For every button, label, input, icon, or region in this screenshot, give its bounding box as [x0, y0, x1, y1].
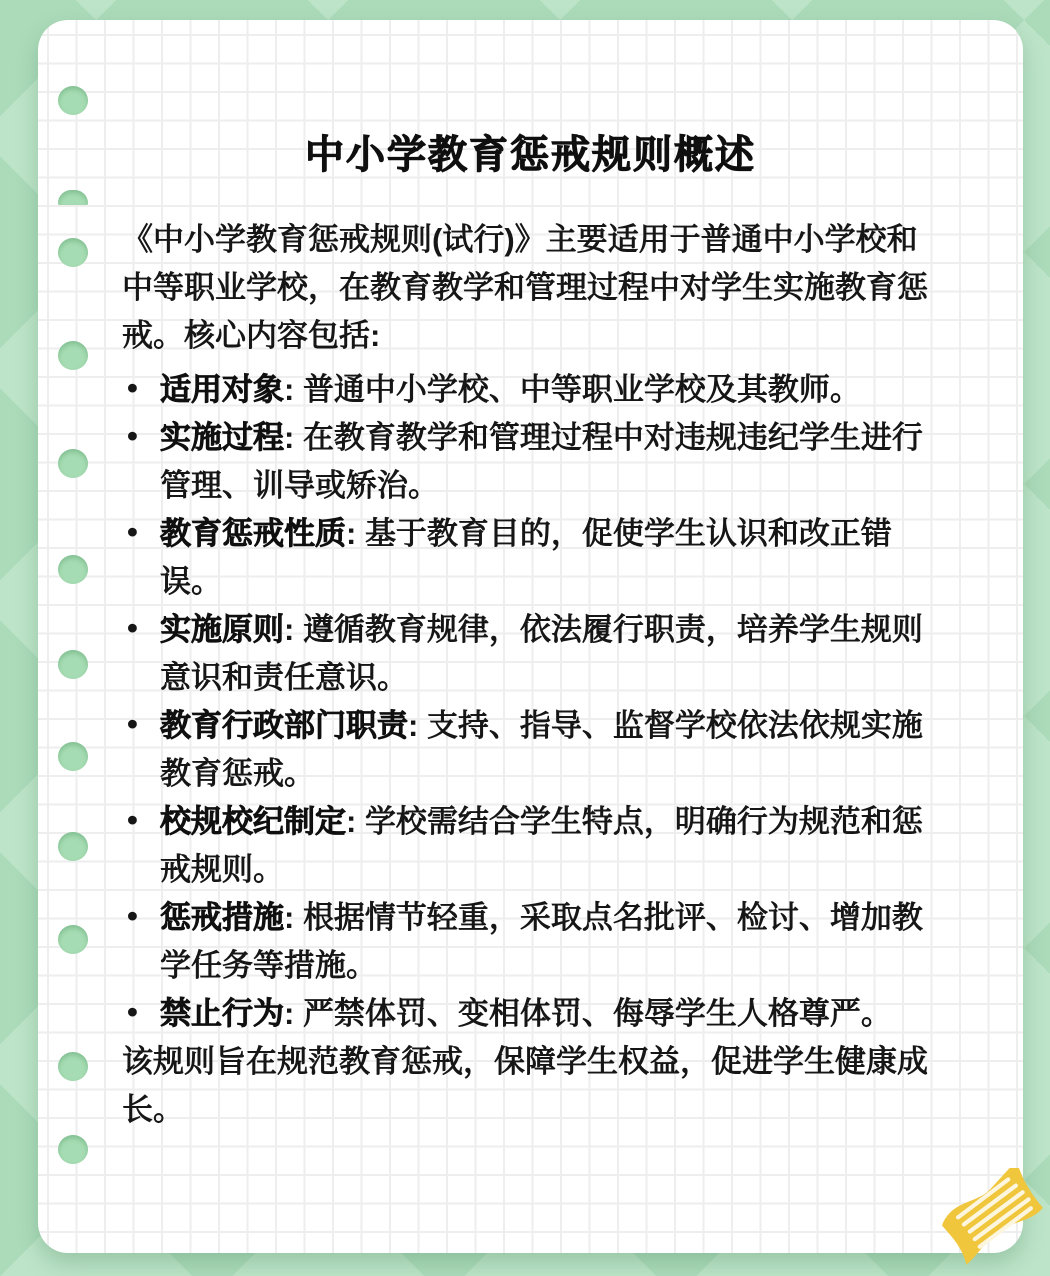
bullet-dot-icon: •: [127, 370, 138, 405]
list-item: [122, 798, 931, 894]
page-title: 中小学教育惩戒规则概述: [304, 134, 756, 177]
bullet-separator: :: [284, 420, 303, 455]
bullet-dot-icon: •: [127, 706, 138, 741]
binding-hole-icon: [58, 238, 88, 267]
bullet-label: 校规校纪制定: [160, 804, 346, 839]
bullet-label: 实施过程: [160, 420, 284, 455]
bullet-label: 适用对象: [160, 372, 284, 407]
bullet-text: 根据情节轻重，采取点名批评、检讨、增加教学任务等措施。: [160, 900, 923, 983]
list-item: [122, 990, 931, 1038]
list-item: [122, 606, 931, 702]
bullet-dot-icon: •: [127, 610, 138, 645]
binding-hole-icon: [58, 1052, 88, 1081]
bullet-label: 禁止行为: [160, 996, 284, 1031]
bullet-dot-icon: •: [127, 898, 138, 933]
bullet-separator: :: [284, 900, 303, 935]
binding-hole-icon: [58, 86, 88, 115]
binding-hole-icon: [58, 925, 88, 954]
binding-hole-icon: [58, 341, 88, 370]
card-content: [122, 216, 931, 1134]
bullet-text: 遵循教育规律，依法履行职责，培养学生规则意识和责任意识。: [160, 612, 923, 695]
bullet-text: 普通中小学校、中等职业学校及其教师。: [302, 372, 861, 407]
closing-paragraph: 该规则旨在规范教育惩戒，保障学生权益，促进学生健康成长。: [122, 1044, 928, 1127]
bullet-dot-icon: •: [127, 802, 138, 837]
binding-hole-icon: [58, 742, 88, 771]
bullet-text: 支持、指导、监督学校依法依规实施教育惩戒。: [160, 708, 923, 791]
binding-hole-icon: [58, 650, 88, 679]
note-card: [38, 20, 1023, 1253]
list-item: [122, 894, 931, 990]
bullet-separator: :: [408, 708, 427, 743]
bullet-separator: :: [346, 804, 365, 839]
bullet-dot-icon: •: [127, 418, 138, 453]
bullet-text: 基于教育目的，促使学生认识和改正错误。: [160, 516, 892, 599]
bullet-label: 实施原则: [160, 612, 284, 647]
bullet-label: 惩戒措施: [160, 900, 284, 935]
paper-note-icon: [936, 1168, 1048, 1268]
list-item: [122, 702, 931, 798]
bullet-label: 教育惩戒性质: [160, 516, 346, 551]
bullet-text: 在教育教学和管理过程中对违规违纪学生进行管理、训导或矫治。: [160, 420, 923, 503]
binding-hole-icon: [58, 555, 88, 584]
binding-hole-icon: [58, 832, 88, 861]
bullet-separator: :: [284, 372, 303, 407]
binding-hole-icon: [58, 190, 88, 205]
binding-hole-icon: [58, 1135, 88, 1164]
bullet-text: 严禁体罚、变相体罚、侮辱学生人格尊严。: [302, 996, 892, 1031]
list-item: [122, 366, 931, 414]
bullet-dot-icon: •: [127, 994, 138, 1029]
bullet-separator: :: [284, 996, 303, 1031]
bullet-separator: :: [284, 612, 303, 647]
bullet-separator: :: [346, 516, 365, 551]
list-item: [122, 510, 931, 606]
bullet-label: 教育行政部门职责: [160, 708, 408, 743]
bullet-text: 学校需结合学生特点，明确行为规范和惩戒规则。: [160, 804, 923, 887]
list-item: [122, 414, 931, 510]
intro-paragraph: 《中小学教育惩戒规则(试行)》主要适用于普通中小学校和中等职业学校，在教育教学和管理过程中对学生实施教育惩戒。核心内容包括:: [122, 222, 928, 353]
bullet-dot-icon: •: [127, 514, 138, 549]
key-points-list: [122, 366, 931, 1038]
binding-hole-icon: [58, 449, 88, 478]
